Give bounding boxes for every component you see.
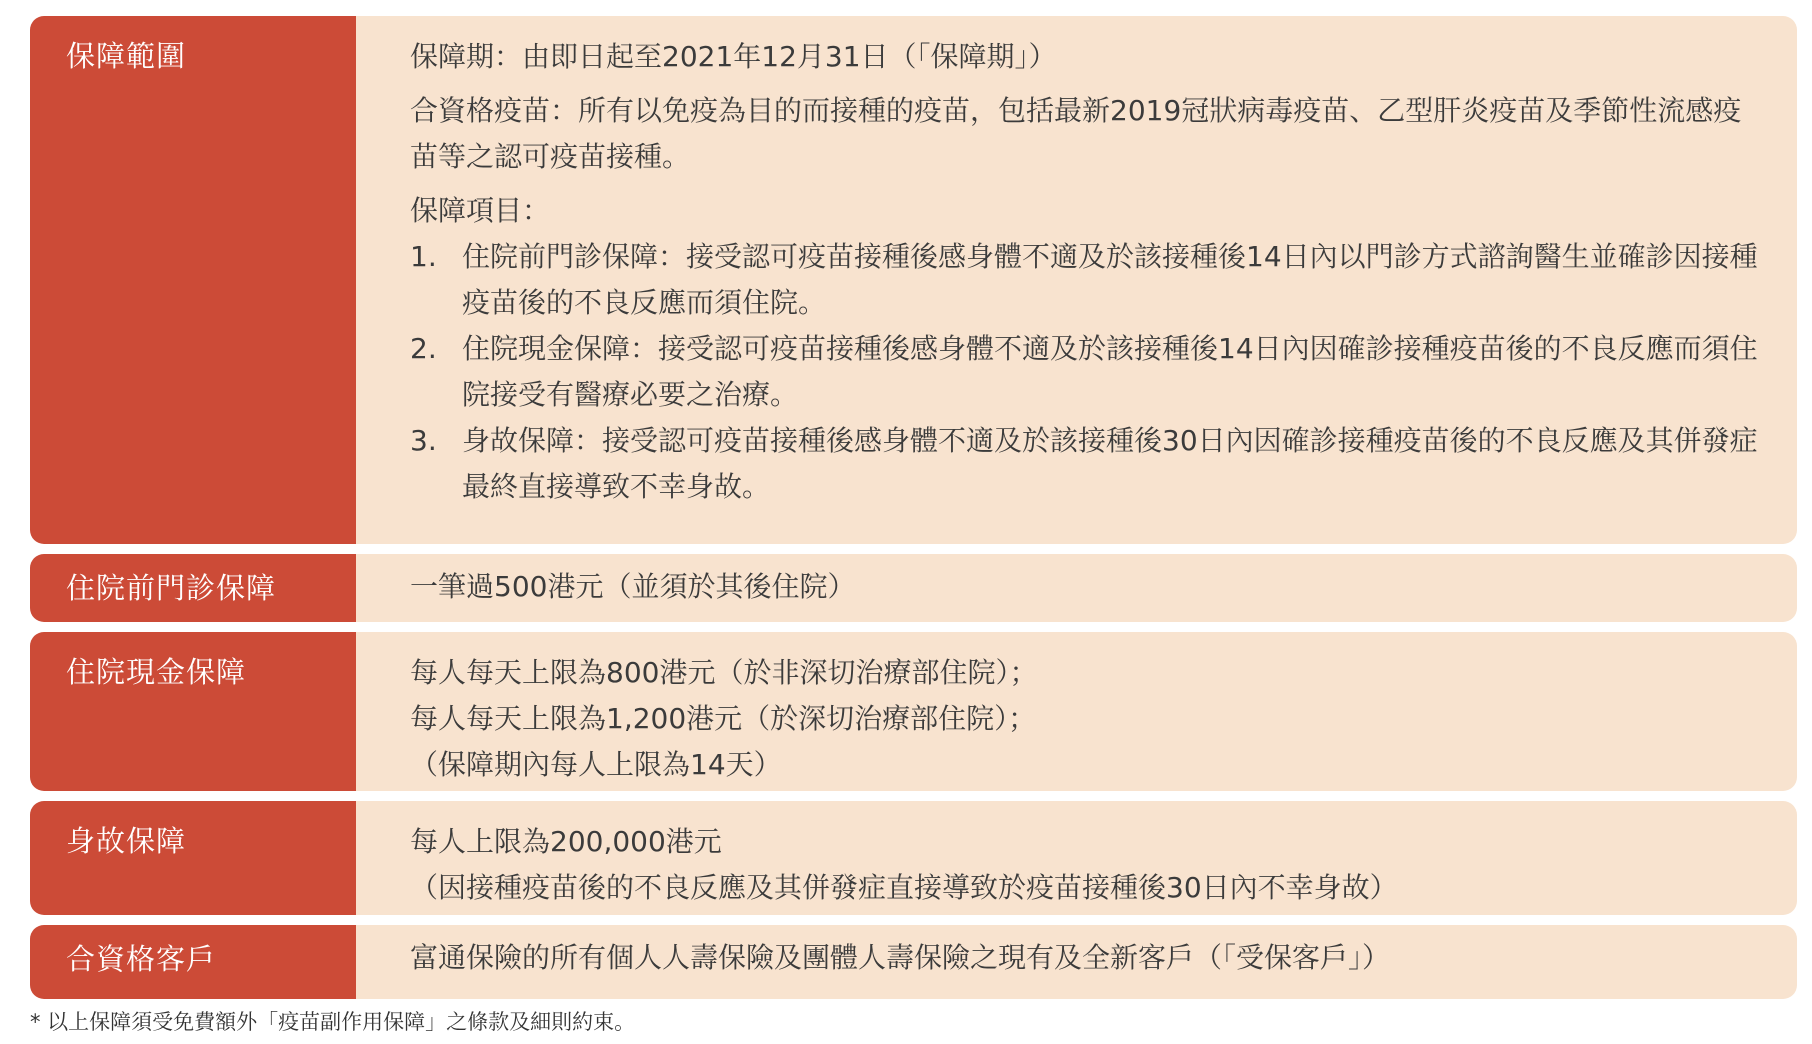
row-label-death-benefit: 身故保障 (30, 801, 356, 915)
list-item-text: 住院前門診保障：接受認可疫苗接種後感身體不適及於該接種後14日內以門診方式諮詢醫生並確診因接種疫苗後的不良反應而須住院。 (462, 240, 1758, 319)
row-label-hospital-cash: 住院現金保障 (30, 632, 356, 791)
row-line: 每人上限為200,000港元 (410, 825, 722, 858)
footnote: * 以上保障須受免費額外「疫苗副作用保障」之條款及細則約束。 (30, 1010, 636, 1034)
row-content-hospital-cash (356, 632, 1797, 791)
row-line: 一筆過500港元（並須於其後住院） (410, 570, 856, 603)
row-pre-hospital-outpatient (30, 554, 1797, 622)
row-coverage-scope (30, 16, 1797, 544)
row-death-benefit (30, 801, 1797, 915)
eligible-vaccine-text: 合資格疫苗：所有以免疫為目的而接種的疫苗，包括最新2019冠狀病毒疫苗、乙型肝炎疫苗及季節性流感疫苗等之認可疫苗接種。 (410, 94, 1742, 173)
list-item-text: 住院現金保障：接受認可疫苗接種後感身體不適及於該接種後14日內因確診接種疫苗後的不良反應而須住院接受有醫療必要之治療。 (462, 332, 1758, 411)
row-hospital-cash (30, 632, 1797, 791)
row-content-coverage-scope (356, 16, 1797, 544)
coverage-table (30, 16, 1797, 1009)
coverage-items-heading: 保障項目： (410, 194, 551, 227)
list-item (410, 326, 1767, 418)
row-label-pre-hospital-outpatient: 住院前門診保障 (30, 554, 356, 622)
list-item-number: 1. (410, 240, 437, 273)
list-item-number: 2. (410, 332, 437, 365)
row-content-pre-hospital-outpatient (356, 554, 1797, 622)
row-line: 每人每天上限為800港元（於非深切治療部住院）； (410, 656, 1038, 689)
row-eligible-customers (30, 925, 1797, 999)
row-line: 富通保險的所有個人人壽保險及團體人壽保險之現有及全新客戶（「受保客戶」） (410, 941, 1391, 974)
row-label-coverage-scope: 保障範圍 (30, 16, 356, 544)
coverage-period-text: 保障期：由即日起至2021年12月31日（「保障期」） (410, 40, 1057, 73)
row-label-eligible-customers: 合資格客戶 (30, 925, 356, 999)
row-line: （因接種疫苗後的不良反應及其併發症直接導致於疫苗接種後30日內不幸身故） (410, 871, 1398, 904)
list-item-number: 3. (410, 424, 437, 457)
row-content-death-benefit (356, 801, 1797, 915)
list-item (410, 418, 1767, 510)
coverage-items-list (410, 234, 1767, 510)
list-item (410, 234, 1767, 326)
row-line: 每人每天上限為1,200港元（於深切治療部住院）； (410, 702, 1037, 735)
row-content-eligible-customers (356, 925, 1797, 999)
row-line: （保障期內每人上限為14天） (410, 748, 782, 781)
list-item-text: 身故保障：接受認可疫苗接種後感身體不適及於該接種後30日內因確診接種疫苗後的不良反應及其併發症最終直接導致不幸身故。 (462, 424, 1758, 503)
